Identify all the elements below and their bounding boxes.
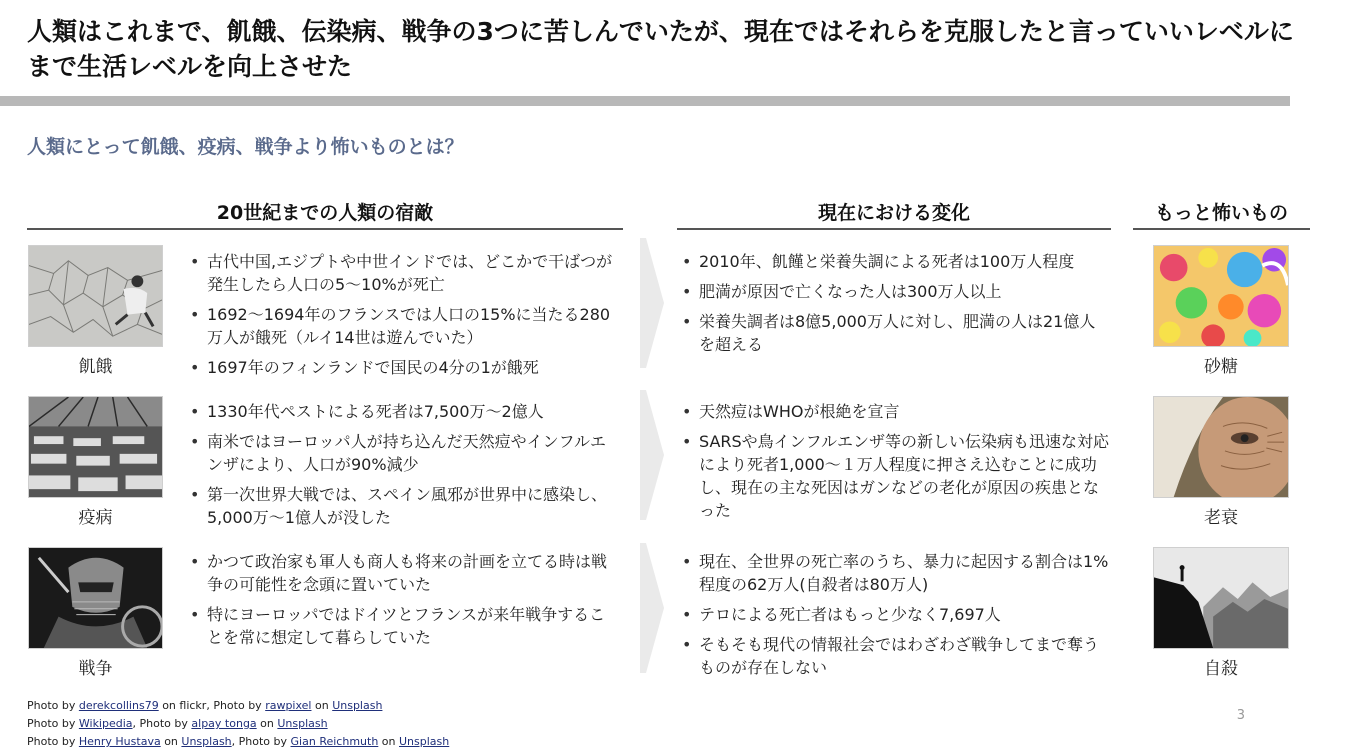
list-item: • そもそも現代の情報社会ではわざわざ戦争してまで奪うものが存在しない — [679, 633, 1111, 679]
credit-line — [27, 715, 449, 733]
row-label-plague: 疫病 — [78, 508, 113, 528]
credit-line — [27, 733, 449, 751]
title-divider — [0, 96, 1290, 106]
credit-link[interactable]: Gian Reichmuth — [290, 735, 379, 748]
column-header-past: 20世紀までの人類の宿敵 — [27, 198, 623, 230]
photo-credits — [27, 697, 449, 751]
credit-link[interactable]: Unsplash — [332, 699, 383, 712]
elderly-face-photo — [1153, 396, 1289, 498]
mountain-silhouette-photo — [1153, 547, 1289, 649]
credit-link[interactable]: alpay tonga — [191, 717, 257, 730]
credit-line — [27, 697, 449, 715]
scarier-label-aging: 老衰 — [1204, 508, 1238, 528]
chevron-right-icon — [640, 238, 664, 368]
chevron-right-icon — [640, 543, 664, 673]
credit-link[interactable]: Henry Hustava — [78, 735, 161, 748]
list-item: • 南米ではヨーロッパ人が持ち込んだ天然痘やインフルエンザにより、人口が90%減少 — [187, 430, 619, 476]
slide-subtitle: 人類にとって飢餓、疫病、戦争より怖いものとは？ — [27, 136, 464, 158]
credit-text: on flickr, Photo by — [162, 699, 262, 712]
credit-text: Photo by — [27, 735, 76, 748]
credit-link[interactable]: rawpixel — [265, 699, 312, 712]
credit-link[interactable]: Unsplash — [399, 735, 450, 748]
slide-title: 人類はこれまで、飢餓、伝染病、戦争の3つに苦しんでいたが、現在ではそれらを克服したと言っていいレベルにまで生活レベルを向上させた — [27, 17, 1294, 81]
column-header-scarier: もっと怖いもの — [1133, 198, 1310, 230]
credit-text: Photo by — [27, 717, 76, 730]
list-item: • SARSや鳥インフルエンザ等の新しい伝染病も迅速な対応により死者1,000～１万人程度に押さえ込むことに成功し、現在の主な死因はガンなどの老化が原因の疾患となった — [679, 430, 1111, 522]
credit-text: on — [164, 735, 178, 748]
column-header-present: 現在における変化 — [677, 198, 1111, 230]
present-list-war — [679, 550, 1111, 686]
past-list-famine — [187, 250, 619, 386]
credit-link[interactable]: Unsplash — [277, 717, 328, 730]
list-item: • 現在、全世界の死亡率のうち、暴力に起因する割合は1%程度の62万人(自殺者は80万人) — [679, 550, 1111, 596]
present-list-plague — [679, 400, 1111, 529]
scarier-label-sugar: 砂糖 — [1204, 357, 1238, 377]
list-item: • かつて政治家も軍人も商人も将来の計画を立てる時は戦争の可能性を念頭に置いていた — [187, 550, 619, 596]
list-item: • 1692～1694年のフランスでは人口の15%に当たる280万人が餓死（ルイ14世は遊んでいた） — [187, 303, 619, 349]
list-item: • 肥満が原因で亡くなった人は300万人以上 — [679, 280, 1111, 303]
credit-text: , Photo by — [132, 717, 188, 730]
list-item: • 古代中国,エジプトや中世インドでは、どこかで干ばつが発生したら人口の5～10%が死亡 — [187, 250, 619, 296]
credit-text: , Photo by — [231, 735, 288, 748]
plague-photo — [28, 396, 163, 498]
present-list-famine — [679, 250, 1111, 363]
list-item: • 2010年、飢饉と栄養失調による死者は100万人程度 — [679, 250, 1111, 273]
credit-text: on — [314, 699, 329, 712]
credit-link[interactable]: derekcollins79 — [78, 699, 159, 712]
credit-text: Photo by — [27, 699, 76, 712]
row-label-war: 戦争 — [78, 659, 113, 679]
credit-link[interactable]: Wikipedia — [78, 717, 133, 730]
candy-photo — [1153, 245, 1289, 347]
warrior-photo — [28, 547, 163, 649]
chevron-right-icon — [640, 390, 664, 520]
past-list-war — [187, 550, 619, 656]
list-item: • 第一次世界大戦では、スペイン風邪が世界中に感染し、5,000万～1億人が没した — [187, 483, 619, 529]
past-list-plague — [187, 400, 619, 536]
list-item: • 1330年代ペストによる死者は7,500万～2億人 — [187, 400, 619, 423]
list-item: • 栄養失調者は8億5,000万人に対し、肥満の人は21億人を超える — [679, 310, 1111, 356]
list-item: • 1697年のフィンランドで国民の4分の1が餓死 — [187, 356, 619, 379]
credit-text: on — [260, 717, 274, 730]
list-item: • 特にヨーロッパではドイツとフランスが来年戦争することを常に想定して暮らしていた — [187, 603, 619, 649]
list-item: • テロによる死亡者はもっと少なく7,697人 — [679, 603, 1111, 626]
list-item: • 天然痘はWHOが根絶を宣言 — [679, 400, 1111, 423]
page-number: 3 — [1236, 708, 1245, 723]
drought-photo — [28, 245, 163, 347]
credit-link[interactable]: Unsplash — [181, 735, 232, 748]
credit-text: on — [381, 735, 396, 748]
scarier-label-suicide: 自殺 — [1204, 659, 1238, 679]
row-label-famine: 飢餓 — [78, 357, 113, 377]
